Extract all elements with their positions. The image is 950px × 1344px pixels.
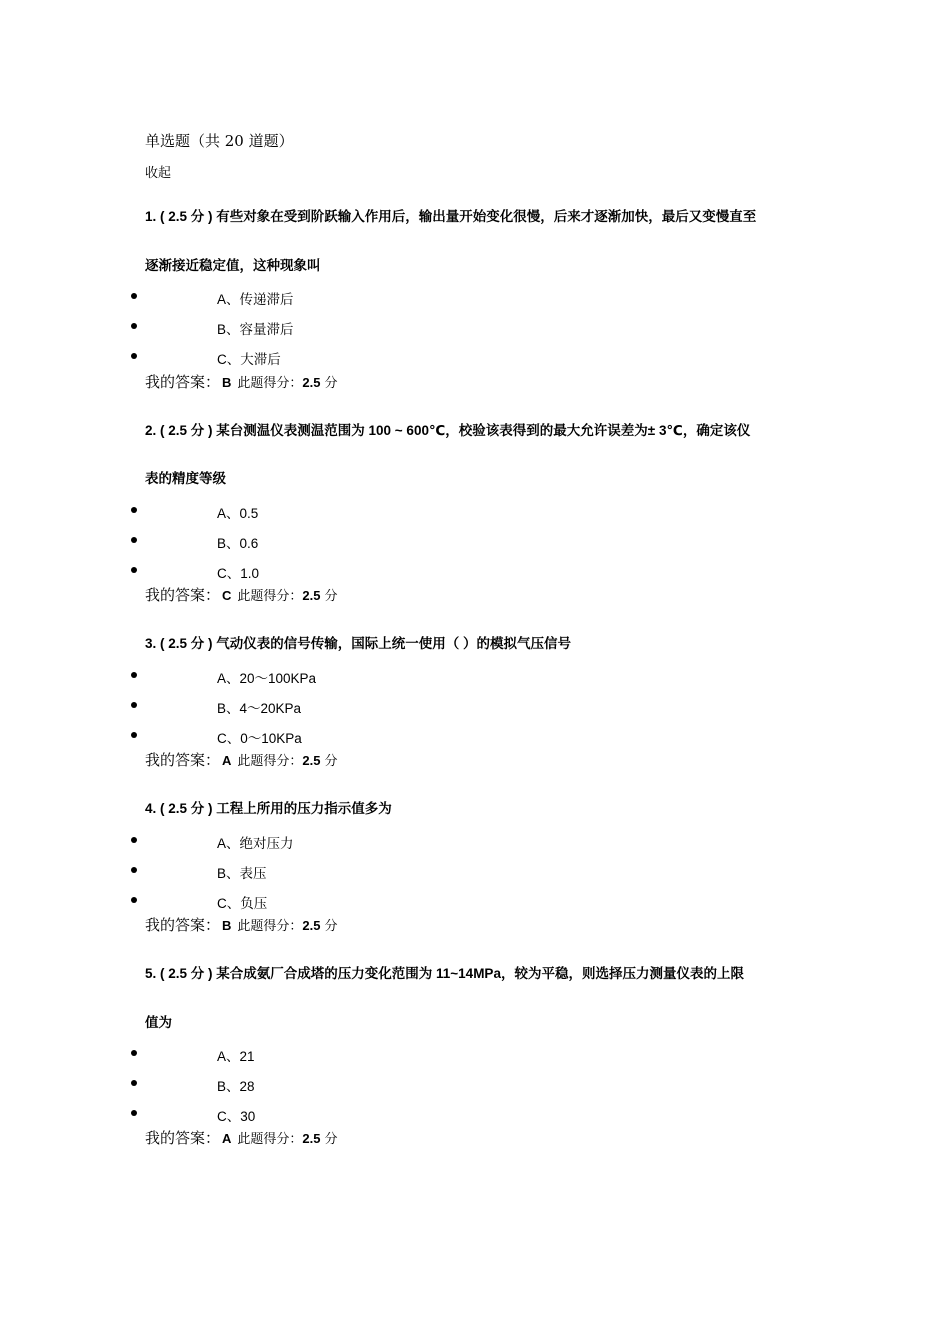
score-value: 2.5 [302,588,321,603]
option-c[interactable] [0,1105,600,1125]
score-value: 2.5 [302,1131,321,1146]
option-a[interactable] [0,1045,600,1065]
bullet-icon [131,1050,137,1056]
option-label: C、30 [217,1109,256,1124]
score-unit: 分 [324,589,338,604]
option-c[interactable] [0,892,600,912]
option-b[interactable] [0,318,600,338]
my-answer-label: 我的答案： [145,373,221,391]
score-unit: 分 [324,919,338,934]
score-label: 此题得分： [237,376,303,391]
option-c[interactable] [0,727,600,747]
answer-line [145,584,338,605]
option-label: B、表压 [217,866,267,881]
option-label: B、容量滞后 [217,322,294,337]
bullet-icon [131,537,137,543]
score-unit: 分 [324,754,338,769]
score-label: 此题得分： [237,919,303,934]
my-answer-value: C [222,588,232,603]
question-text-continued: 值为 [145,1015,172,1030]
bullet-icon [131,702,137,708]
option-label: A、21 [217,1049,255,1064]
bullet-icon [131,353,137,359]
option-label: C、1.0 [217,566,260,581]
option-label: C、0～10KPa [217,731,302,746]
bullet-icon [131,897,137,903]
bullet-icon [131,837,137,843]
question-text: 2. ( 2.5 分 ) 某台测温仪表测温范围为 100 ~ 600℃，校验该表得到的最大允许误差为± 3℃，确定该仪 [145,423,751,438]
bullet-icon [131,507,137,513]
bullet-icon [131,867,137,873]
collapse-link[interactable]: 收起 [145,166,172,181]
score-unit: 分 [324,376,338,391]
question-text: 5. ( 2.5 分 ) 某合成氨厂合成塔的压力变化范围为 11~14MPa，较为平稳，则选择压力测量仪表的上限 [145,966,744,981]
question-text: 4. ( 2.5 分 ) 工程上所用的压力指示值多为 [145,801,392,816]
my-answer-label: 我的答案： [145,1129,221,1147]
option-b[interactable] [0,697,600,717]
my-answer-label: 我的答案： [145,751,221,769]
answer-line [145,914,338,935]
bullet-icon [131,567,137,573]
option-a[interactable] [0,502,600,522]
option-label: B、28 [217,1079,255,1094]
my-answer-value: A [222,753,232,768]
option-label: A、0.5 [217,506,259,521]
option-b[interactable] [0,532,600,552]
answer-line [145,749,338,770]
my-answer-label: 我的答案： [145,916,221,934]
option-b[interactable] [0,862,600,882]
option-label: A、绝对压力 [217,836,294,851]
bullet-icon [131,323,137,329]
bullet-icon [131,672,137,678]
option-label: A、20～100KPa [217,671,317,686]
option-a[interactable] [0,288,600,308]
section-title: 单选题（共 20 道题） [145,132,294,150]
score-label: 此题得分： [237,754,303,769]
bullet-icon [131,732,137,738]
option-label: A、传递滞后 [217,292,294,307]
my-answer-label: 我的答案： [145,586,221,604]
option-label: C、负压 [217,896,268,911]
bullet-icon [131,293,137,299]
question-text: 1. ( 2.5 分 ) 有些对象在受到阶跃输入作用后，输出量开始变化很慢，后来才逐渐加快，最后又变慢直至 [145,209,757,224]
my-answer-value: B [222,918,232,933]
my-answer-value: A [222,1131,232,1146]
option-c[interactable] [0,348,600,368]
option-a[interactable] [0,667,600,687]
my-answer-value: B [222,375,232,390]
score-value: 2.5 [302,918,321,933]
score-unit: 分 [324,1132,338,1147]
answer-line [145,1127,338,1148]
score-label: 此题得分： [237,1132,303,1147]
bullet-icon [131,1110,137,1116]
question-text-continued: 逐渐接近稳定值，这种现象叫 [145,258,321,273]
option-label: C、大滞后 [217,352,281,367]
question-text: 3. ( 2.5 分 ) 气动仪表的信号传输，国际上统一使用（ ）的模拟气压信号 [145,636,572,651]
option-label: B、4～20KPa [217,701,302,716]
bullet-icon [131,1080,137,1086]
answer-line [145,371,338,392]
score-value: 2.5 [302,753,321,768]
option-c[interactable] [0,562,600,582]
question-text-continued: 表的精度等级 [145,471,226,486]
option-a[interactable] [0,832,600,852]
score-value: 2.5 [302,375,321,390]
option-b[interactable] [0,1075,600,1095]
option-label: B、0.6 [217,536,259,551]
score-label: 此题得分： [237,589,303,604]
